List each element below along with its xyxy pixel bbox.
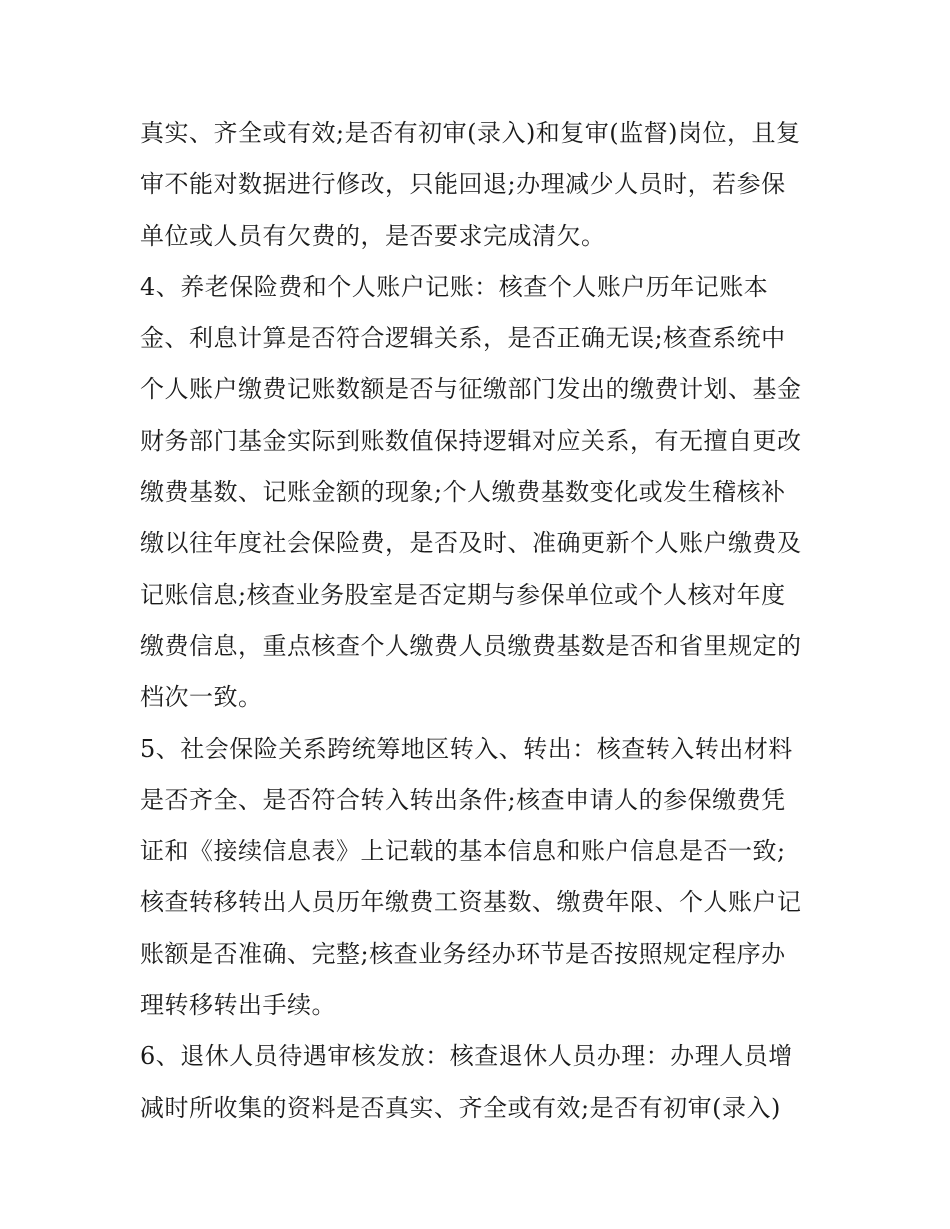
text-line-17: 账额是否准确、完整;核查业务经办环节是否按照规定程序办 <box>140 939 786 968</box>
text-line-6: 个人账户缴费记账数额是否与征缴部门发出的缴费计划、基金 <box>140 375 802 404</box>
text-line-4: 4、养老保险费和个人账户记账：核查个人账户历年记账本 <box>140 272 769 301</box>
text-line-20: 减时所收集的资料是否真实、齐全或有效;是否有初审(录入) <box>140 1093 781 1122</box>
text-line-10: 记账信息;核查业务股室是否定期与参保单位或个人核对年度 <box>140 580 786 609</box>
text-line-8: 缴费基数、记账金额的现象;个人缴费基数变化或发生稽核补 <box>140 478 786 507</box>
text-line-3: 单位或人员有欠费的，是否要求完成清欠。 <box>140 221 606 250</box>
text-line-9: 缴以往年度社会保险费，是否及时、准确更新个人账户缴费及 <box>140 529 802 558</box>
text-line-15: 证和《接续信息表》上记载的基本信息和账户信息是否一致; <box>140 837 786 866</box>
text-line-1: 真实、齐全或有效;是否有初审(录入)和复审(监督)岗位，且复 <box>140 119 801 147</box>
text-line-16: 核查转移转出人员历年缴费工资基数、缴费年限、个人账户记 <box>140 888 802 917</box>
text-line-14: 是否齐全、是否符合转入转出条件;核查申请人的参保缴费凭 <box>140 785 786 814</box>
text-line-2: 审不能对数据进行修改，只能回退;办理减少人员时，若参保 <box>140 170 786 199</box>
text-line-13: 5、社会保险关系跨统筹地区转入、转出：核查转入转出材料 <box>140 734 793 763</box>
text-line-5: 金、利息计算是否符合逻辑关系，是否正确无误;核查系统中 <box>140 324 786 353</box>
text-line-18: 理转移转出手续。 <box>140 991 336 1020</box>
text-line-11: 缴费信息，重点核查个人缴费人员缴费基数是否和省里规定的 <box>140 631 802 660</box>
document-page <box>140 108 820 1134</box>
text-line-19: 6、退休人员待遇审核发放：核查退休人员办理：办理人员增 <box>140 1042 793 1071</box>
text-line-12: 档次一致。 <box>140 683 263 712</box>
text-line-7: 财务部门基金实际到账数值保持逻辑对应关系，有无擅自更改 <box>140 426 802 455</box>
